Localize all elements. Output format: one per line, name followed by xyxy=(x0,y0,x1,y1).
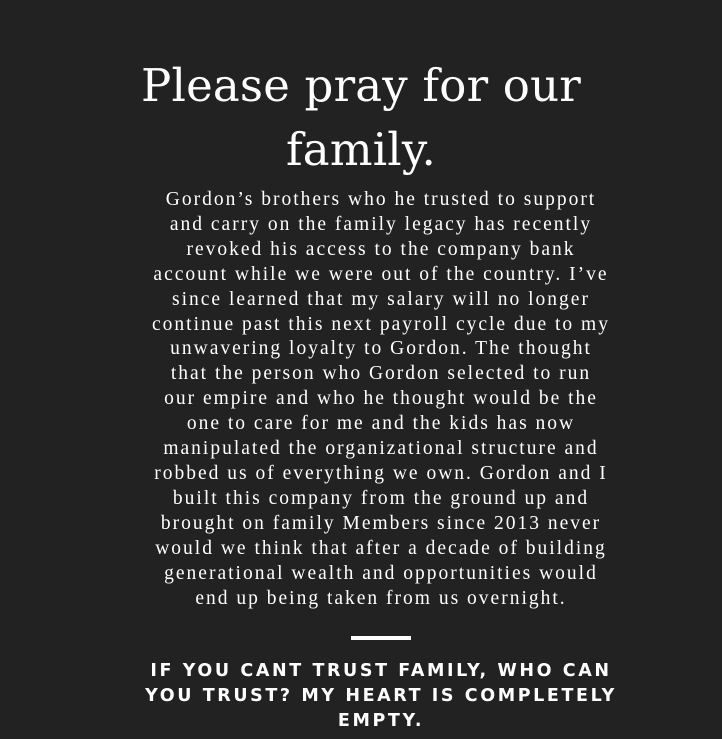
closing-statement: IF YOU CANT TRUST FAMILY, WHO CAN YOU TRUST? MY HEART IS COMPLETELY EMPTY. xyxy=(145,661,617,731)
body-paragraph: Gordon’s brothers who he trusted to support and carry on the family legacy has recently revoked his access to the company bank account while we were out of the country. I’ve since learned that my salary will no longer continue past this next payroll cycle due to my unwavering loyalty to Gordon. The thought that the person who Gordon selected to run our empire and who he thought would be the one to care for me and the kids has now manipulated the organizational structure and robbed us of everything we own. Gordon and I built this company from the ground up and brought on family Members since 2013 never would we think that after a decade of building generational wealth and opportunities would end up being taken from us overnight. xyxy=(152,189,610,609)
headline: Please pray for our family. xyxy=(141,59,581,176)
divider xyxy=(351,636,411,640)
